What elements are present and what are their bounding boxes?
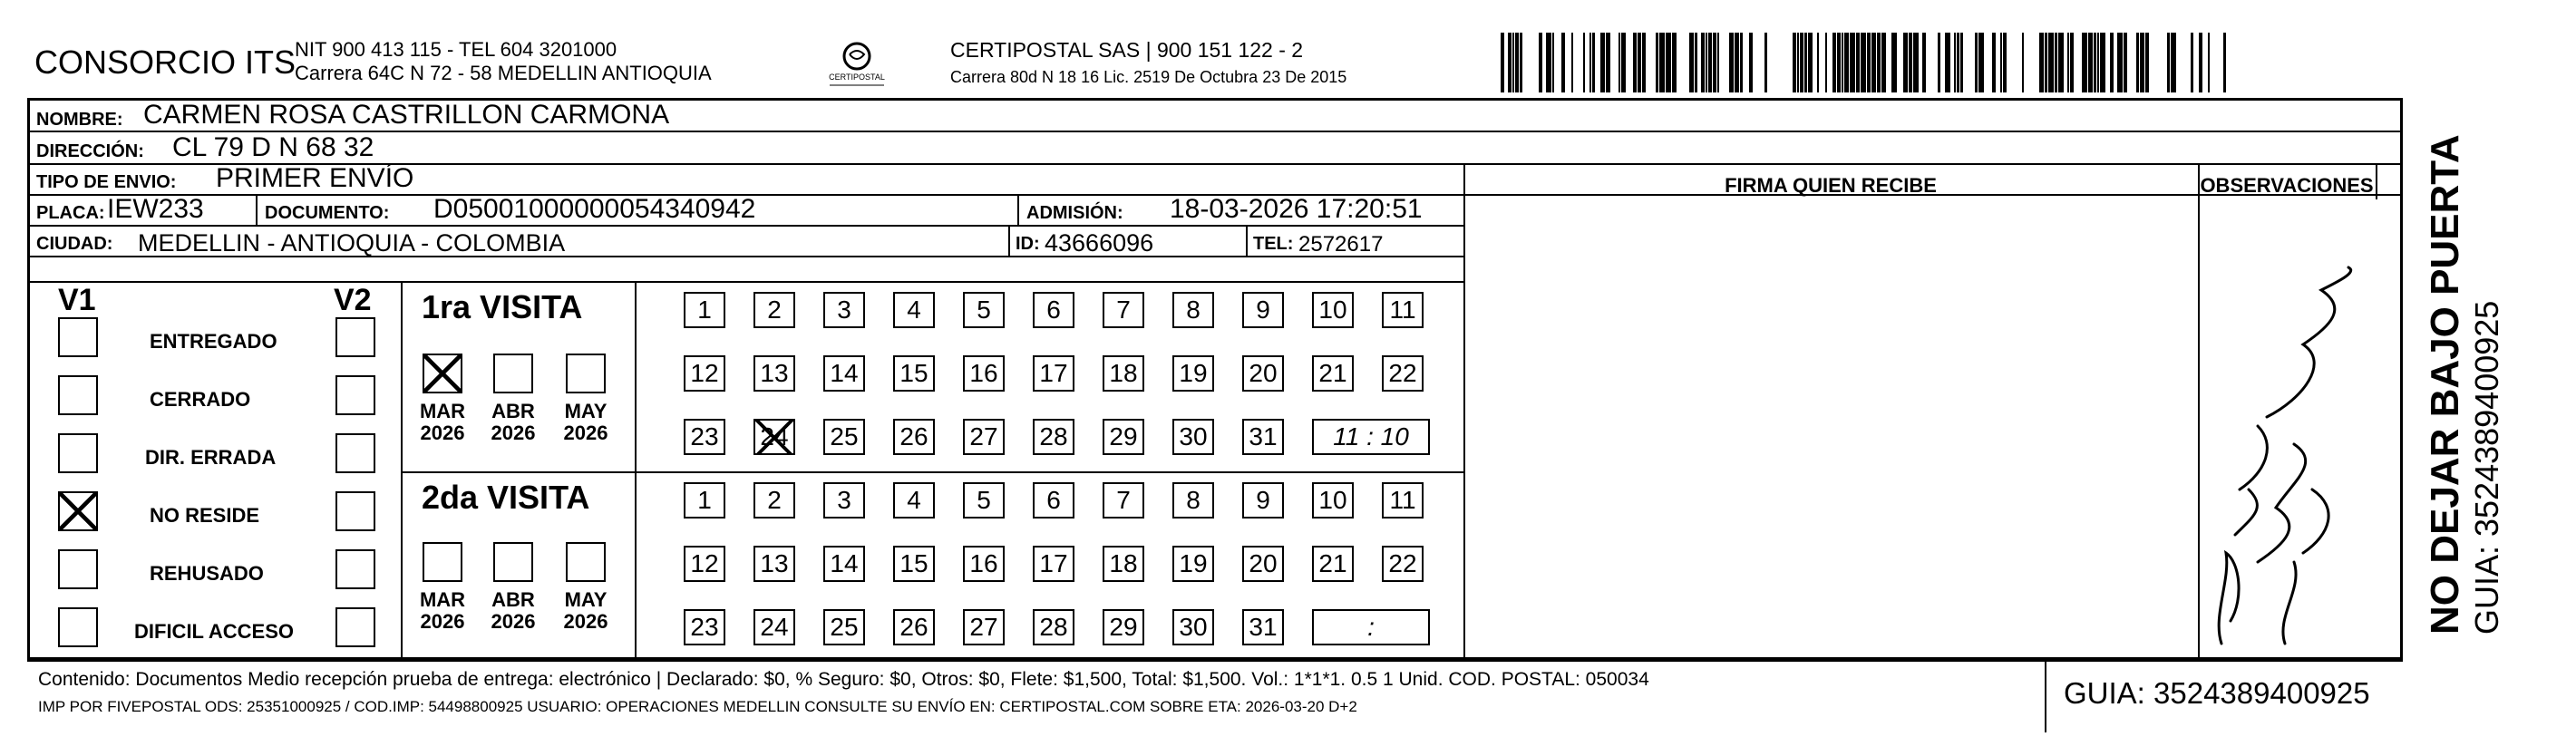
status-label: DIFICIL ACCESO bbox=[134, 620, 295, 643]
id-value: 43666096 bbox=[1045, 229, 1154, 257]
day-cell-23[interactable]: 23 bbox=[684, 419, 725, 455]
month-checkbox-may[interactable] bbox=[566, 542, 606, 582]
day-cell-11[interactable]: 11 bbox=[1382, 482, 1424, 519]
month-year: 2026 bbox=[563, 422, 608, 444]
company-nit: NIT 900 413 115 - TEL 604 3201000 bbox=[295, 38, 617, 61]
day-cell-21[interactable]: 21 bbox=[1312, 355, 1354, 392]
day-cell-11[interactable]: 11 bbox=[1382, 292, 1424, 328]
day-cell-17[interactable]: 17 bbox=[1033, 355, 1074, 392]
tel-value: 2572617 bbox=[1298, 232, 1384, 257]
shipping-type-label: TIPO DE ENVIO: bbox=[36, 172, 177, 192]
status-label: NO RESIDE bbox=[150, 504, 260, 527]
company-address: Carrera 64C N 72 - 58 MEDELLIN ANTIOQUIA bbox=[295, 62, 712, 84]
certipostal-logo-icon bbox=[825, 36, 889, 92]
day-cell-31[interactable]: 31 bbox=[1242, 419, 1284, 455]
day-cell-8[interactable]: 8 bbox=[1172, 482, 1214, 519]
month-label: MAR bbox=[419, 400, 466, 422]
day-cell-31[interactable]: 31 bbox=[1242, 609, 1284, 645]
day-cell-10[interactable]: 10 bbox=[1312, 292, 1354, 328]
day-cell-1[interactable]: 1 bbox=[684, 482, 725, 519]
day-cell-19[interactable]: 19 bbox=[1172, 546, 1214, 582]
day-cell-16[interactable]: 16 bbox=[963, 355, 1005, 392]
v2-checkbox-3[interactable] bbox=[335, 491, 375, 531]
day-cell-4[interactable]: 4 bbox=[893, 482, 935, 519]
month-checkbox-mar[interactable] bbox=[423, 542, 462, 582]
month-label: ABR bbox=[491, 588, 535, 611]
v1-checkbox-2[interactable] bbox=[58, 433, 98, 473]
day-cell-6[interactable]: 6 bbox=[1033, 482, 1074, 519]
v2-header: V2 bbox=[334, 283, 372, 317]
day-cell-25[interactable]: 25 bbox=[823, 419, 865, 455]
day-cell-17[interactable]: 17 bbox=[1033, 546, 1074, 582]
day-cell-9[interactable]: 9 bbox=[1242, 292, 1284, 328]
day-cell-3[interactable]: 3 bbox=[823, 292, 865, 328]
day-cell-5[interactable]: 5 bbox=[963, 482, 1005, 519]
day-cell-26[interactable]: 26 bbox=[893, 609, 935, 645]
day-cell-22[interactable]: 22 bbox=[1382, 546, 1424, 582]
month-year: 2026 bbox=[420, 610, 465, 633]
month-checkbox-may[interactable] bbox=[566, 354, 606, 393]
day-cell-8[interactable]: 8 bbox=[1172, 292, 1214, 328]
day-cell-30[interactable]: 30 bbox=[1172, 609, 1214, 645]
day-cell-7[interactable]: 7 bbox=[1103, 482, 1144, 519]
day-cell-27[interactable]: 27 bbox=[963, 609, 1005, 645]
v2-checkbox-2[interactable] bbox=[335, 433, 375, 473]
day-cell-5[interactable]: 5 bbox=[963, 292, 1005, 328]
visit-time-field[interactable]: 11 : 10 bbox=[1312, 419, 1430, 455]
v1-checkbox-1[interactable] bbox=[58, 375, 98, 415]
day-cell-13[interactable]: 13 bbox=[753, 546, 795, 582]
plate-label: PLACA: bbox=[36, 203, 105, 223]
address-label: DIRECCIÓN: bbox=[36, 141, 144, 161]
day-cell-27[interactable]: 27 bbox=[963, 419, 1005, 455]
document-label: DOCUMENTO: bbox=[265, 203, 390, 223]
admission-value: 18-03-2026 17:20:51 bbox=[1170, 194, 1423, 224]
city-label: CIUDAD: bbox=[36, 234, 113, 254]
day-cell-30[interactable]: 30 bbox=[1172, 419, 1214, 455]
v1-checkbox-5[interactable] bbox=[58, 607, 98, 647]
day-cell-28[interactable]: 28 bbox=[1033, 609, 1074, 645]
company-name: CONSORCIO ITS bbox=[34, 44, 296, 81]
name-label: NOMBRE: bbox=[36, 110, 123, 130]
day-cell-2[interactable]: 2 bbox=[753, 292, 795, 328]
day-cell-9[interactable]: 9 bbox=[1242, 482, 1284, 519]
visit-time-field[interactable]: : bbox=[1312, 609, 1430, 645]
day-cell-29[interactable]: 29 bbox=[1103, 609, 1144, 645]
v1-header: V1 bbox=[58, 283, 96, 317]
day-cell-15[interactable]: 15 bbox=[893, 546, 935, 582]
logo-text: CERTIPOSTAL bbox=[829, 73, 885, 82]
v2-checkbox-0[interactable] bbox=[335, 317, 375, 357]
day-cell-21[interactable]: 21 bbox=[1312, 546, 1354, 582]
day-cell-22[interactable]: 22 bbox=[1382, 355, 1424, 392]
month-year: 2026 bbox=[420, 422, 465, 444]
visit2-title: 2da VISITA bbox=[422, 479, 590, 516]
day-cell-16[interactable]: 16 bbox=[963, 546, 1005, 582]
certipostal-nit: CERTIPOSTAL SAS | 900 151 122 - 2 bbox=[950, 38, 1304, 62]
status-label: DIR. ERRADA bbox=[145, 446, 277, 469]
day-cell-1[interactable]: 1 bbox=[684, 292, 725, 328]
month-year: 2026 bbox=[491, 610, 536, 633]
footer-imp-line: IMP POR FIVEPOSTAL ODS: 25351000925 / COD.IMP: 54498800925 USUARIO: OPERACIONES MEDELLIN CONSULTE SU ENVÍO EN: CERTIPOSTAL.COM SOBRE ETA: 2026-03-20 D+2 bbox=[38, 698, 1357, 715]
side-guia: GUIA: 3524389400925 bbox=[2468, 300, 2505, 635]
admission-label: ADMISIÓN: bbox=[1026, 203, 1123, 223]
day-cell-20[interactable]: 20 bbox=[1242, 355, 1284, 392]
status-label: ENTREGADO bbox=[150, 330, 277, 353]
observation-handwriting bbox=[2203, 263, 2367, 653]
certipostal-info bbox=[950, 36, 1346, 91]
day-cell-18[interactable]: 18 bbox=[1103, 355, 1144, 392]
day-cell-23[interactable]: 23 bbox=[684, 609, 725, 645]
v2-checkbox-1[interactable] bbox=[335, 375, 375, 415]
day-cell-3[interactable]: 3 bbox=[823, 482, 865, 519]
day-cell-28[interactable]: 28 bbox=[1033, 419, 1074, 455]
document-value: D05001000000054340942 bbox=[433, 194, 756, 224]
day-cell-10[interactable]: 10 bbox=[1312, 482, 1354, 519]
city-value: MEDELLIN - ANTIOQUIA - COLOMBIA bbox=[138, 229, 566, 257]
day-cell-26[interactable]: 26 bbox=[893, 419, 935, 455]
certipostal-address: Carrera 80d N 18 16 Lic. 2519 De Octubra 23 De 2015 bbox=[950, 68, 1347, 86]
status-label: CERRADO bbox=[150, 388, 251, 411]
company-contact bbox=[295, 38, 712, 85]
day-cell-2[interactable]: 2 bbox=[753, 482, 795, 519]
day-cell-18[interactable]: 18 bbox=[1103, 546, 1144, 582]
plate-value: IEW233 bbox=[107, 194, 204, 224]
guia-number: GUIA: 3524389400925 bbox=[2064, 676, 2370, 710]
day-cell-14[interactable]: 14 bbox=[823, 355, 865, 392]
day-cell-24[interactable]: 24 bbox=[753, 419, 795, 455]
shipping-type: PRIMER ENVÍO bbox=[216, 163, 414, 193]
day-cell-12[interactable]: 12 bbox=[684, 546, 725, 582]
barcode bbox=[1501, 33, 2226, 92]
recipient-name: CARMEN ROSA CASTRILLON CARMONA bbox=[143, 100, 670, 130]
day-cell-20[interactable]: 20 bbox=[1242, 546, 1284, 582]
day-cell-6[interactable]: 6 bbox=[1033, 292, 1074, 328]
day-cell-29[interactable]: 29 bbox=[1103, 419, 1144, 455]
day-cell-7[interactable]: 7 bbox=[1103, 292, 1144, 328]
month-label: MAR bbox=[419, 588, 466, 611]
month-checkbox-mar[interactable] bbox=[423, 354, 462, 393]
day-cell-4[interactable]: 4 bbox=[893, 292, 935, 328]
v1-checkbox-3[interactable] bbox=[58, 491, 98, 531]
month-checkbox-abr[interactable] bbox=[493, 354, 533, 393]
recipient-address: CL 79 D N 68 32 bbox=[172, 132, 374, 162]
day-cell-19[interactable]: 19 bbox=[1172, 355, 1214, 392]
tel-label: TEL: bbox=[1253, 234, 1294, 254]
day-cell-12[interactable]: 12 bbox=[684, 355, 725, 392]
day-cell-25[interactable]: 25 bbox=[823, 609, 865, 645]
month-year: 2026 bbox=[491, 422, 536, 444]
day-cell-15[interactable]: 15 bbox=[893, 355, 935, 392]
signature-column-header: FIRMA QUIEN RECIBE bbox=[1725, 174, 1937, 197]
month-checkbox-abr[interactable] bbox=[493, 542, 533, 582]
day-cell-14[interactable]: 14 bbox=[823, 546, 865, 582]
day-cell-13[interactable]: 13 bbox=[753, 355, 795, 392]
month-label: MAY bbox=[564, 400, 608, 422]
month-label: ABR bbox=[491, 400, 535, 422]
observations-column-header: OBSERVACIONES bbox=[2200, 174, 2374, 197]
footer-content-line: Contenido: Documentos Medio recepción prueba de entrega: electrónico | Declarado: $0, % Seguro: $0, Otros: $0, Flete: $1,500, Total: $1,500. Vol.: 1*1*1. 0.5 1 Unid. COD. POSTAL: 050034 bbox=[38, 669, 1649, 690]
month-year: 2026 bbox=[563, 610, 608, 633]
status-label: REHUSADO bbox=[150, 562, 264, 585]
visit1-title: 1ra VISITA bbox=[422, 288, 583, 325]
side-warning: NO DEJAR BAJO PUERTA bbox=[2423, 134, 2467, 635]
v1-checkbox-4[interactable] bbox=[58, 549, 98, 589]
day-cell-24[interactable]: 24 bbox=[753, 609, 795, 645]
v2-checkbox-5[interactable] bbox=[335, 607, 375, 647]
v2-checkbox-4[interactable] bbox=[335, 549, 375, 589]
month-label: MAY bbox=[564, 588, 608, 611]
id-label: ID: bbox=[1016, 234, 1040, 254]
v1-checkbox-0[interactable] bbox=[58, 317, 98, 357]
